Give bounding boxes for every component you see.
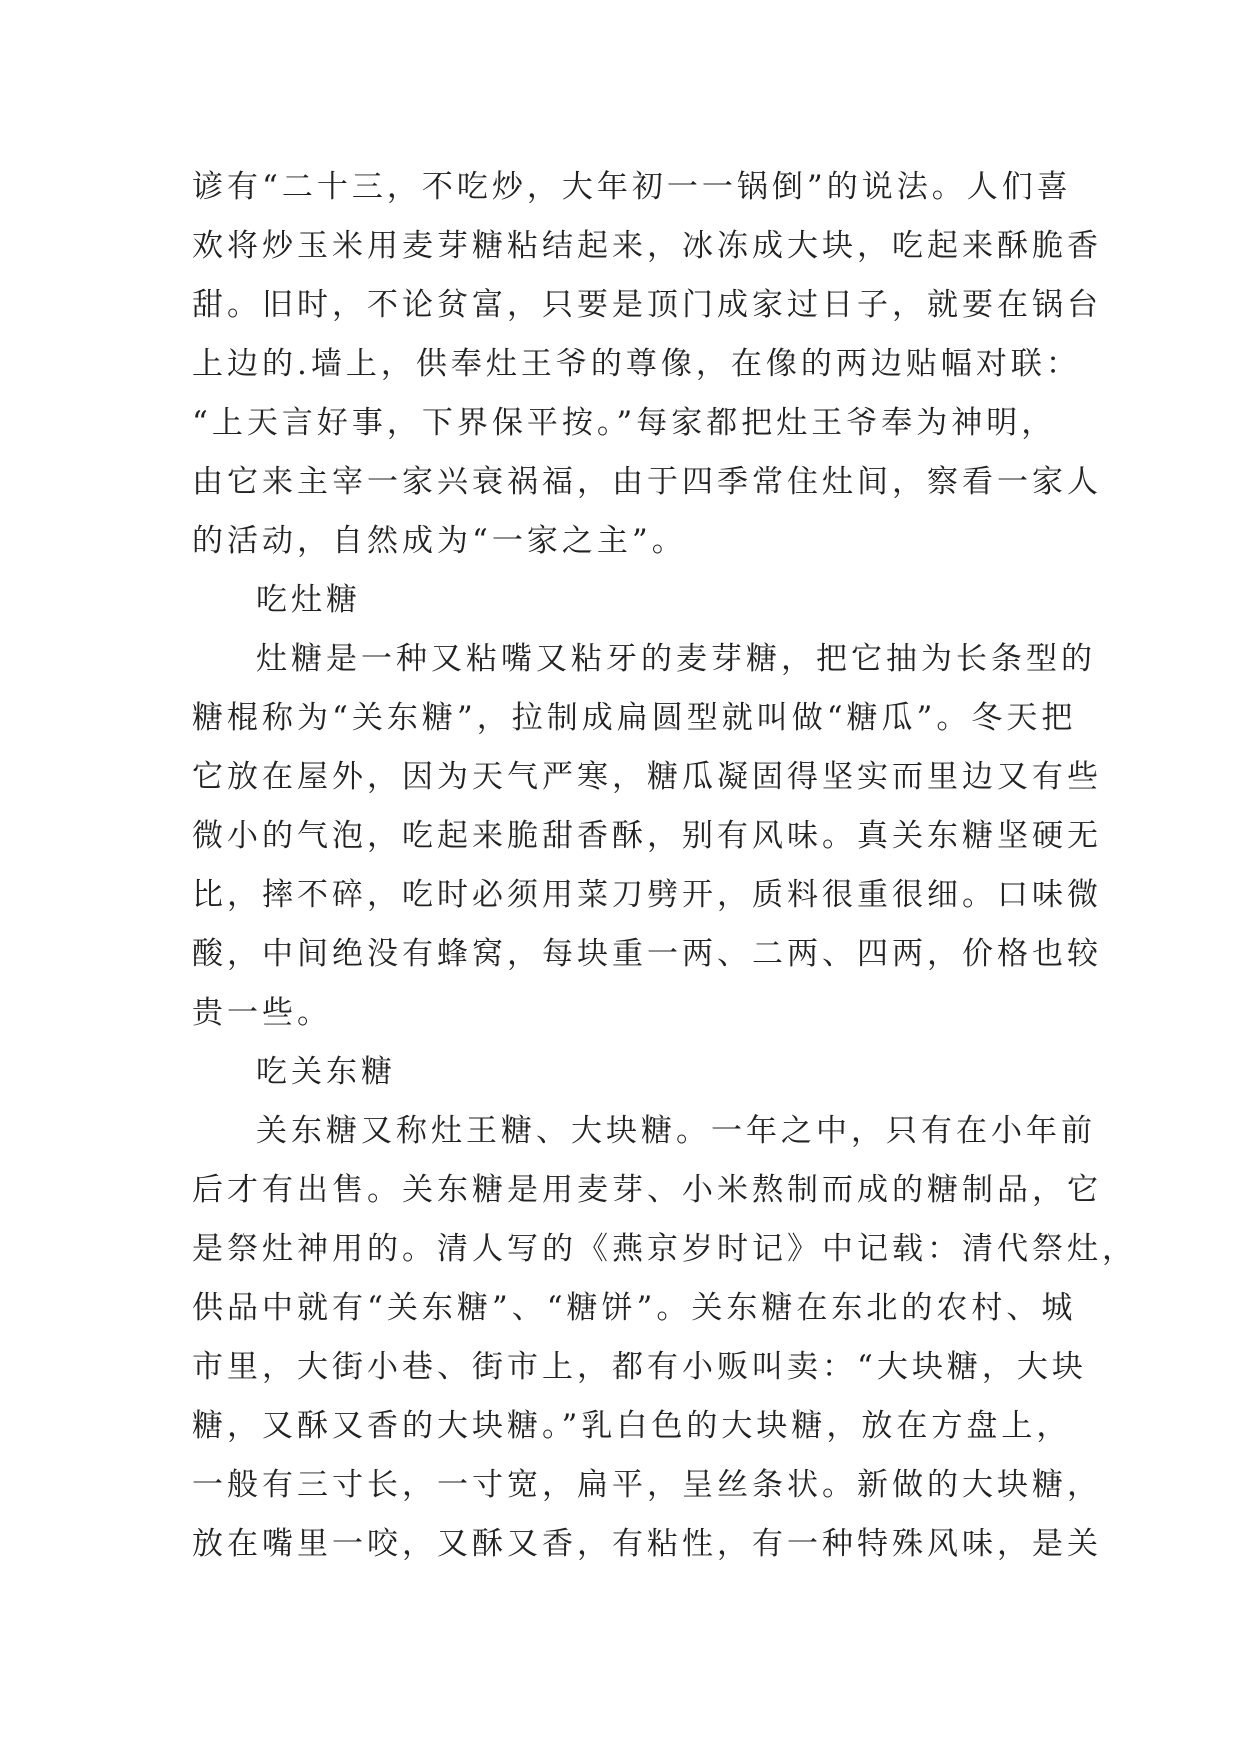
text-line: 比，摔不碎，吃时必须用菜刀劈开，质料很重很细。口味微 (192, 877, 1102, 913)
text-line: 欢将炒玉米用麦芽糖粘结起来，冰冻成大块，吃起来酥脆香 (192, 228, 1102, 264)
text-line: 是祭灶神用的。清人写的《燕京岁时记》中记载：清代祭灶， (192, 1231, 1137, 1267)
text-line: 市里，大街小巷、街市上，都有小贩叫卖：“大块糖，大块 (192, 1349, 1087, 1385)
section-heading: 吃关东糖 (256, 1054, 396, 1090)
text-line: 糖，又酥又香的大块糖。”乳白色的大块糖，放在方盘上， (192, 1408, 1072, 1444)
text-line: 微小的气泡，吃起来脆甜香酥，别有风味。真关东糖坚硬无 (192, 818, 1102, 854)
text-line: 谚有“二十三，不吃炒，大年初一一锅倒”的说法。人们喜 (192, 169, 1072, 205)
text-line: 由它来主宰一家兴衰祸福，由于四季常住灶间，察看一家人 (192, 464, 1102, 500)
text-line: 一般有三寸长，一寸宽，扁平，呈丝条状。新做的大块糖， (192, 1467, 1102, 1503)
section-heading: 吃灶糖 (256, 582, 361, 618)
text-line: 上边的.墙上，供奉灶王爷的尊像，在像的两边贴幅对联： (192, 346, 1081, 382)
text-line: 放在嘴里一咬，又酥又香，有粘性，有一种特殊风味，是关 (192, 1526, 1102, 1562)
text-line: 贵一些。 (192, 995, 332, 1031)
text-line: 它放在屋外，因为天气严寒，糖瓜凝固得坚实而里边又有些 (192, 759, 1102, 795)
text-line: 的活动，自然成为“一家之主”。 (192, 523, 687, 559)
paragraph-first-line: 灶糖是一种又粘嘴又粘牙的麦芽糖，把它抽为长条型的 (256, 641, 1096, 677)
paragraph-first-line: 关东糖又称灶王糖、大块糖。一年之中，只有在小年前 (256, 1113, 1096, 1149)
text-line: “上天言好事，下界保平按。”每家都把灶王爷奉为神明， (192, 405, 1057, 441)
document-body (192, 158, 1137, 1574)
text-line: 供品中就有“关东糖”、“糖饼”。关东糖在东北的农村、城 (192, 1290, 1077, 1326)
text-line: 酸，中间绝没有蜂窝，每块重一两、二两、四两，价格也较 (192, 936, 1102, 972)
text-line: 后才有出售。关东糖是用麦芽、小米熬制而成的糖制品，它 (192, 1172, 1102, 1208)
text-line: 甜。旧时，不论贫富，只要是顶门成家过日子，就要在锅台 (192, 287, 1102, 323)
text-line: 糖棍称为“关东糖”，拉制成扁圆型就叫做“糖瓜”。冬天把 (192, 700, 1077, 736)
